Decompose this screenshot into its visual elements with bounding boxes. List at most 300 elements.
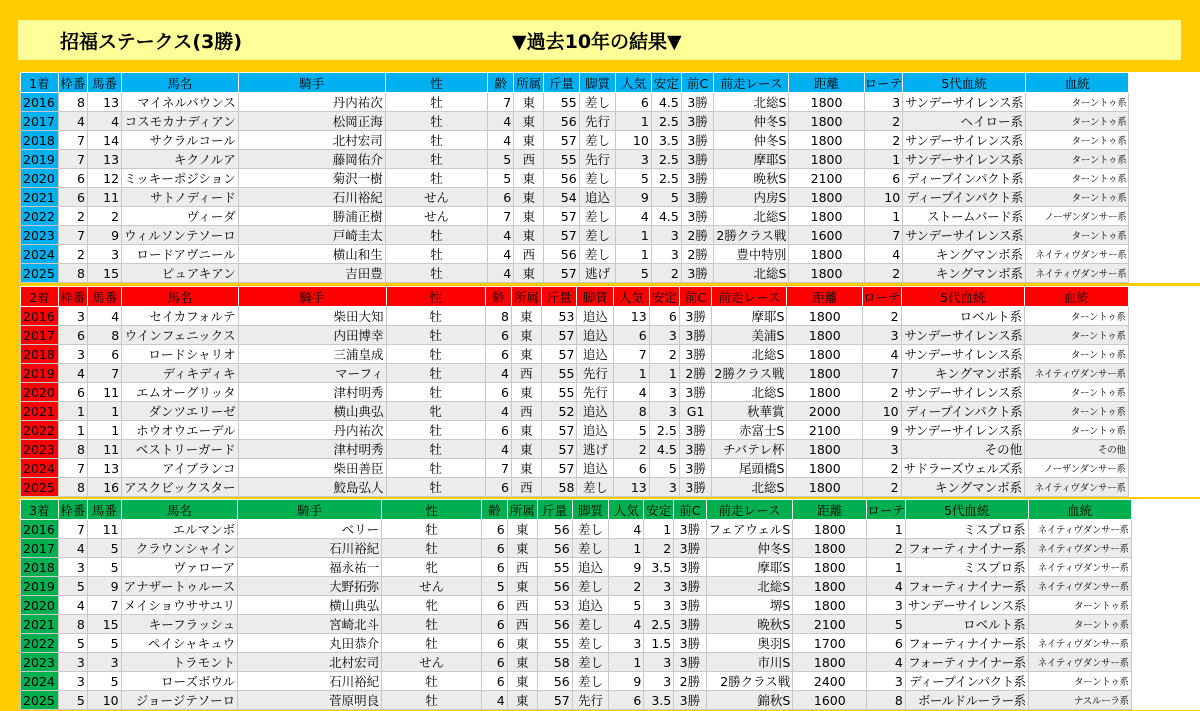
table-cell: サンデーサイレンス系 [901, 421, 1025, 440]
table-cell: キングマンボ系 [903, 245, 1026, 264]
table-cell: 5 [87, 539, 121, 558]
table-cell: 2021 [21, 402, 59, 421]
table-cell: 8 [58, 440, 87, 459]
table-cell: 1800 [789, 93, 864, 112]
table-cell: ネイティヴダンサー系 [1028, 577, 1131, 596]
table-cell: 11 [88, 440, 122, 459]
table-cell: 1 [616, 245, 651, 264]
table-cell: 牡 [386, 326, 485, 345]
column-header: 性 [385, 73, 488, 93]
table-cell: 7 [485, 459, 511, 478]
table-cell: 市川S [706, 653, 793, 672]
table-cell: 2勝 [679, 364, 712, 383]
table-cell: ターントゥ系 [1025, 421, 1128, 440]
table-cell: 4 [863, 345, 902, 364]
table-cell: 三浦皇成 [238, 345, 386, 364]
column-header: 5代血統 [901, 287, 1025, 307]
table-cell: 東 [514, 264, 544, 283]
table-cell: 13 [88, 459, 122, 478]
table-cell: 2 [58, 207, 87, 226]
results-table-2 [20, 286, 1200, 497]
table-cell: 57 [537, 691, 572, 710]
table-cell: 秋華賞 [712, 402, 787, 421]
table-cell: 2 [864, 264, 903, 283]
table-cell: 北総S [712, 478, 787, 497]
table-cell: 先行 [577, 364, 614, 383]
table-cell: キングマンボ系 [903, 264, 1026, 283]
table-cell: 追込 [577, 459, 614, 478]
table-cell: キングマンボ系 [901, 478, 1025, 497]
column-header: 馬名 [121, 500, 238, 520]
table-cell: 9 [616, 188, 651, 207]
table-cell: 53 [541, 307, 577, 326]
table-cell: 東 [511, 345, 541, 364]
table-cell: 6 [58, 188, 87, 207]
table-cell: 10 [87, 691, 121, 710]
table-cell: 5 [649, 459, 679, 478]
table-cell: 2勝クラス戦 [706, 672, 793, 691]
table-cell: 7 [58, 459, 87, 478]
table-cell: 差し [579, 226, 616, 245]
table-cell: ペイシャキュウ [121, 634, 238, 653]
table-cell: マーフィ [238, 364, 386, 383]
table-cell: 8 [614, 402, 650, 421]
table-cell: 3勝 [681, 188, 714, 207]
table-cell: 2 [87, 207, 121, 226]
table-cell: 2025 [21, 478, 59, 497]
table-cell: 2017 [21, 539, 59, 558]
table-cell: ジョージテソーロ [121, 691, 238, 710]
table-cell: 3 [644, 672, 674, 691]
column-header: 枠番 [58, 500, 87, 520]
column-header: 馬名 [122, 73, 239, 93]
table-cell: 2 [863, 478, 902, 497]
table-cell: 4 [485, 402, 511, 421]
table-cell: 奥羽S [706, 634, 793, 653]
table-cell: 1 [614, 364, 650, 383]
table-cell: 逃げ [579, 264, 616, 283]
column-header: 前走レース [706, 500, 793, 520]
table-cell: 松岡正海 [238, 112, 385, 131]
column-header: 距離 [789, 73, 864, 93]
table-cell: 先行 [579, 150, 616, 169]
column-header: 前走レース [712, 287, 787, 307]
table-cell: クラウンシャイン [121, 539, 238, 558]
table-row [21, 93, 1200, 112]
column-header: 前走レース [714, 73, 789, 93]
table-cell: ロベルト系 [905, 615, 1028, 634]
table-cell: 津村明秀 [238, 383, 386, 402]
column-header: 騎手 [238, 500, 382, 520]
table-cell: 東 [507, 653, 537, 672]
table-cell: 4 [58, 596, 87, 615]
table-cell: 5 [58, 577, 87, 596]
table-cell: 1 [58, 421, 87, 440]
table-cell: 3 [616, 150, 651, 169]
table-cell: 3 [864, 93, 903, 112]
table-cell: 13 [87, 93, 121, 112]
table-cell: 1800 [787, 440, 863, 459]
table-cell: 2勝 [681, 226, 714, 245]
table-cell: 4 [864, 245, 903, 264]
table-cell: 6 [864, 169, 903, 188]
header-row [21, 73, 1200, 93]
table-row [21, 440, 1200, 459]
table-cell: 横山典弘 [238, 402, 386, 421]
table-cell: 3 [87, 653, 121, 672]
table-row [21, 112, 1200, 131]
table-cell: 56 [537, 577, 572, 596]
table-cell: せん [382, 653, 482, 672]
column-header: 騎手 [238, 287, 386, 307]
table-cell: 6 [58, 383, 87, 402]
column-header: 性 [386, 287, 485, 307]
table-cell: 東 [514, 169, 544, 188]
table-cell: 2018 [21, 131, 59, 150]
table-cell: 3 [58, 345, 87, 364]
table-cell: 4 [488, 131, 514, 150]
table-cell: フォーティナイナー系 [905, 634, 1028, 653]
table-cell: キングマンボ系 [901, 364, 1025, 383]
table-cell: 先行 [577, 383, 614, 402]
table-cell: 1800 [789, 264, 864, 283]
table-cell: 3勝 [679, 459, 712, 478]
table-cell: チバテレ杯 [712, 440, 787, 459]
table-cell: 内田博幸 [238, 326, 386, 345]
table-cell: 3勝 [679, 421, 712, 440]
table-cell: 牝 [386, 402, 485, 421]
table-cell: 2020 [21, 383, 59, 402]
table-cell: アスクビックスター [122, 478, 238, 497]
table-cell: 3.5 [651, 131, 681, 150]
table-cell: 2.5 [651, 112, 681, 131]
table-cell: 牡 [386, 345, 485, 364]
table-cell: ヴァローア [121, 558, 238, 577]
table-cell: 3勝 [681, 264, 714, 283]
table-cell: 3勝 [679, 345, 712, 364]
column-header: 前C [681, 73, 714, 93]
table-cell: 4 [58, 112, 87, 131]
table-cell: 11 [88, 383, 122, 402]
table-cell: 東 [514, 207, 544, 226]
table-cell: 9 [609, 672, 644, 691]
table-cell: 1800 [789, 188, 864, 207]
table-cell: 2 [864, 112, 903, 131]
table-cell: 差し [572, 653, 608, 672]
table-cell: 3勝 [681, 93, 714, 112]
table-cell: 牡 [386, 364, 485, 383]
table-cell: 8 [58, 615, 87, 634]
table-row [21, 169, 1200, 188]
table-cell: 3 [649, 326, 679, 345]
table-cell: ネイティヴダンサー系 [1026, 245, 1129, 264]
table-cell: 55 [544, 150, 579, 169]
table-cell: 4 [609, 520, 644, 539]
table-cell: 2000 [787, 402, 863, 421]
table-cell: 57 [541, 459, 577, 478]
table-cell: エムオーグリッタ [122, 383, 238, 402]
table-cell: 5 [488, 169, 514, 188]
table-cell: 6 [482, 653, 508, 672]
table-cell: 6 [482, 558, 508, 577]
table-cell: 西 [511, 402, 541, 421]
table-cell: 13 [87, 150, 121, 169]
table-cell: 牡 [382, 520, 482, 539]
table-cell: ターントゥ系 [1028, 615, 1131, 634]
table-cell: 4 [485, 364, 511, 383]
table-cell: フォーティナイナー系 [905, 577, 1028, 596]
table-cell: 差し [579, 207, 616, 226]
table-cell: ターントゥ系 [1025, 345, 1128, 364]
table-cell: 56 [544, 169, 579, 188]
table-cell: 牡 [382, 539, 482, 558]
table-cell: 55 [541, 364, 577, 383]
table-row [21, 634, 1200, 653]
table-cell: 3 [58, 307, 87, 326]
table-cell: 8 [58, 264, 87, 283]
table-cell: 3 [651, 245, 681, 264]
table-cell: 2 [863, 459, 902, 478]
table-cell: 牡 [386, 478, 485, 497]
table-cell: 3 [651, 226, 681, 245]
table-cell: 東 [511, 459, 541, 478]
table-cell: 差し [572, 520, 608, 539]
table-cell: 1 [867, 558, 906, 577]
column-header: 前C [674, 500, 706, 520]
table-cell: 14 [87, 131, 121, 150]
table-cell: 8 [58, 93, 87, 112]
table-cell: 4.5 [651, 93, 681, 112]
table-cell: 6 [485, 383, 511, 402]
table-cell: 5 [651, 188, 681, 207]
column-header: 所属 [514, 73, 544, 93]
table-cell: 1800 [787, 459, 863, 478]
table-cell: 西 [507, 615, 537, 634]
table-cell: 1800 [787, 345, 863, 364]
table-cell: 東 [514, 188, 544, 207]
table-cell: 9 [863, 421, 902, 440]
table-cell: 7 [58, 520, 87, 539]
table-cell: 錦秋S [706, 691, 793, 710]
table-cell: 6 [485, 345, 511, 364]
column-header: 人気 [609, 500, 644, 520]
table-cell: 牡 [385, 93, 488, 112]
table-cell: 1800 [793, 520, 867, 539]
table-cell: 東 [507, 672, 537, 691]
table-cell: 摩耶S [714, 150, 789, 169]
table-cell: フォーティナイナー系 [905, 539, 1028, 558]
table-cell: 2 [614, 440, 650, 459]
table-row [21, 653, 1200, 672]
place-label: 2着 [21, 287, 59, 307]
table-cell: ディープインパクト系 [901, 402, 1025, 421]
table-cell: 6 [482, 672, 508, 691]
table-cell: ナスルーラ系 [1028, 691, 1131, 710]
table-cell: ロードアヴニール [122, 245, 239, 264]
table-cell: 53 [537, 596, 572, 615]
table-cell: 1800 [793, 539, 867, 558]
table-cell: 東 [511, 326, 541, 345]
table-cell: 55 [541, 383, 577, 402]
table-cell: 堺S [706, 596, 793, 615]
table-cell: ウインフェニックス [122, 326, 238, 345]
table-cell: 牡 [386, 440, 485, 459]
table-cell: 3勝 [674, 653, 706, 672]
table-cell: 1800 [787, 307, 863, 326]
table-cell: 3 [87, 245, 121, 264]
table-cell: 2024 [21, 459, 59, 478]
column-header: 安定 [644, 500, 674, 520]
table-cell: 58 [541, 478, 577, 497]
table-cell: 2100 [793, 615, 867, 634]
table-row [21, 131, 1200, 150]
table-cell: 東 [507, 577, 537, 596]
table-cell: サンデーサイレンス系 [903, 150, 1026, 169]
table-cell: 1.5 [644, 634, 674, 653]
table-cell: 4 [485, 440, 511, 459]
table-cell: 差し [577, 478, 614, 497]
table-cell: 12 [87, 169, 121, 188]
table-cell: 牡 [386, 421, 485, 440]
table-cell: 1800 [787, 364, 863, 383]
table-cell: 東 [507, 691, 537, 710]
column-header: 血統 [1026, 73, 1129, 93]
column-header: 脚質 [577, 287, 614, 307]
table-cell: 2016 [21, 520, 59, 539]
table-row [21, 307, 1200, 326]
column-header: 距離 [793, 500, 867, 520]
table-cell: 1 [867, 520, 906, 539]
table-cell: 6 [614, 326, 650, 345]
table-cell: 4 [87, 112, 121, 131]
table-row [21, 264, 1200, 283]
table-cell: 2023 [21, 440, 59, 459]
table-cell: 菅原明良 [238, 691, 382, 710]
table-cell: ノーザンダンサー系 [1026, 207, 1129, 226]
table-cell: 2021 [21, 615, 59, 634]
table-cell: 1800 [789, 150, 864, 169]
table-cell: 7 [614, 345, 650, 364]
table-cell: 牡 [385, 226, 488, 245]
table-cell: 2024 [21, 672, 59, 691]
table-cell: 晩秋S [714, 169, 789, 188]
table-cell: トラモント [121, 653, 238, 672]
table-cell: 2 [863, 383, 902, 402]
table-cell: 2018 [21, 558, 59, 577]
table-cell: 8 [867, 691, 906, 710]
table-cell: 差し [579, 131, 616, 150]
table-cell: 3勝 [681, 150, 714, 169]
table-cell: せん [382, 577, 482, 596]
table-cell: 9 [87, 577, 121, 596]
table-cell: 15 [87, 615, 121, 634]
table-cell: 2.5 [651, 169, 681, 188]
table-cell: 1800 [793, 558, 867, 577]
table-cell: 2 [644, 539, 674, 558]
table-cell: その他 [1025, 440, 1128, 459]
table-cell: ディキディキ [122, 364, 238, 383]
table-cell: 3勝 [681, 169, 714, 188]
table-cell: 東 [511, 383, 541, 402]
table-cell: 4 [867, 577, 906, 596]
race-title: 招福ステークス(3勝) [60, 31, 243, 53]
table-cell: 尾頭橋S [712, 459, 787, 478]
table-cell: 11 [87, 188, 121, 207]
table-cell: ターントゥ系 [1026, 169, 1129, 188]
table-cell: 57 [544, 131, 579, 150]
table-cell: 5 [58, 691, 87, 710]
table-cell: ターントゥ系 [1028, 672, 1131, 691]
table-cell: 10 [616, 131, 651, 150]
table-row [21, 558, 1200, 577]
column-header: ローテ [864, 73, 903, 93]
table-cell: 5 [87, 672, 121, 691]
table-cell: サドラーズウェルズ系 [901, 459, 1025, 478]
table-cell: 摩耶S [712, 307, 787, 326]
table-cell: ベストリーガード [122, 440, 238, 459]
table-cell: ターントゥ系 [1026, 226, 1129, 245]
table-cell: 16 [88, 478, 122, 497]
table-cell: 2025 [21, 691, 59, 710]
table-cell: 3 [644, 653, 674, 672]
table-cell: 東 [514, 131, 544, 150]
table-cell: 大野拓弥 [238, 577, 382, 596]
table-cell: 7 [88, 364, 122, 383]
table-cell: 3勝 [681, 131, 714, 150]
table-cell: 3勝 [679, 307, 712, 326]
table-cell: 6 [58, 326, 87, 345]
table-cell: 牡 [382, 634, 482, 653]
table-cell: 3 [609, 634, 644, 653]
table-cell: 3 [58, 672, 87, 691]
table-cell: 57 [541, 421, 577, 440]
table-cell: 6 [88, 345, 122, 364]
table-cell: 7 [863, 364, 902, 383]
table-cell: 8 [88, 326, 122, 345]
table-cell: ミスプロ系 [905, 558, 1028, 577]
table-cell: ピュアキアン [122, 264, 239, 283]
table-cell: 2018 [21, 345, 59, 364]
header-row [21, 287, 1200, 307]
column-header: 所属 [511, 287, 541, 307]
table-cell: 東 [514, 93, 544, 112]
table-cell: 3 [863, 440, 902, 459]
table-cell: ターントゥ系 [1026, 112, 1129, 131]
table-cell: ウィルソンテソーロ [122, 226, 239, 245]
table-cell: 摩耶S [706, 558, 793, 577]
table-cell: ターントゥ系 [1028, 596, 1131, 615]
table-cell: 6 [485, 326, 511, 345]
table-cell: 吉田豊 [238, 264, 385, 283]
table-cell: 西 [514, 150, 544, 169]
table-cell: 豊中特別 [714, 245, 789, 264]
column-header: 馬番 [87, 500, 121, 520]
table-cell: 北総S [714, 93, 789, 112]
table-cell: 追込 [577, 345, 614, 364]
table-cell: 3勝 [681, 207, 714, 226]
table-cell: ネイティヴダンサー系 [1028, 653, 1131, 672]
table-cell: 3 [649, 402, 679, 421]
table-cell: アナザートゥルース [121, 577, 238, 596]
column-header: 前C [679, 287, 712, 307]
table-cell: 2勝 [681, 245, 714, 264]
table-row [21, 615, 1200, 634]
table-cell: 2100 [787, 421, 863, 440]
table-cell: 仲冬S [714, 131, 789, 150]
table-cell: 牡 [386, 459, 485, 478]
table-cell: 1 [864, 207, 903, 226]
table-row [21, 226, 1200, 245]
